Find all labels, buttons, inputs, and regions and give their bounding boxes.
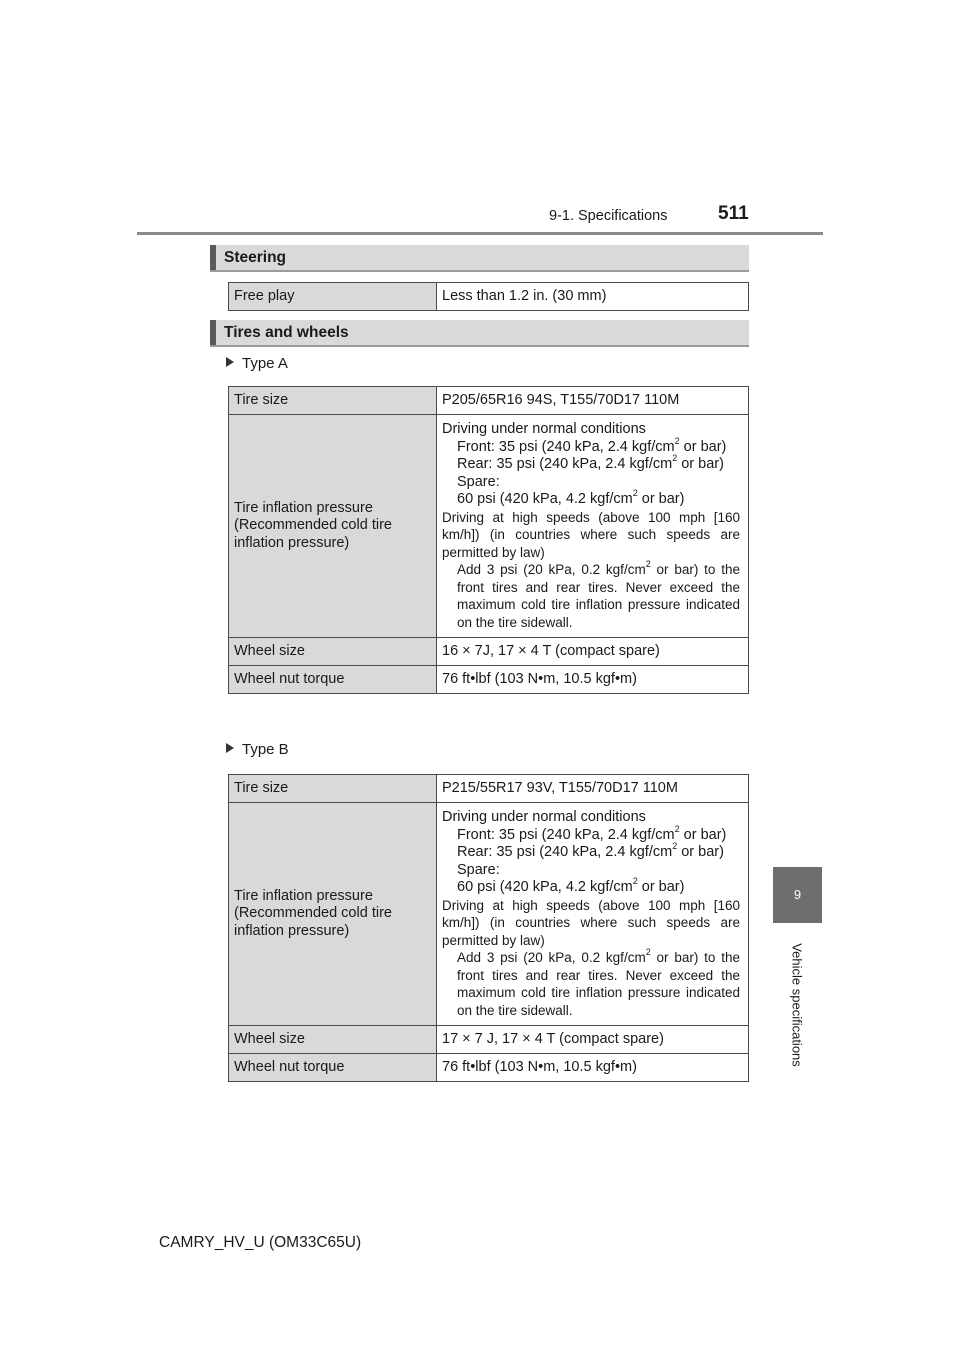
- type-b-text: Type B: [242, 741, 289, 758]
- high-speed-note: Add 3 psi (20 kPa, 0.2 kgf/$cm^2$ or bar) to the front tires and rear tires. Never exceed the maximum cold tire inflation pressure indicated on the tire sidewall.: [457, 947, 740, 1018]
- table-row: [229, 775, 749, 803]
- steering-table: [228, 282, 749, 311]
- nut-torque-label: Wheel nut torque: [229, 666, 437, 694]
- type-a-label: [226, 355, 288, 372]
- table-row: [229, 283, 749, 311]
- wheel-size-label: Wheel size: [229, 638, 437, 666]
- table-row: [229, 415, 749, 638]
- footer-code: CAMRY_HV_U (OM33C65U): [159, 1234, 362, 1251]
- high-speed-heading: Driving at high speeds (above 100 mph [160 km/h]) (in countries where such speeds are permitted by law): [442, 897, 740, 948]
- type-b-table: [228, 774, 749, 1082]
- front-pressure: Front: 35 psi (240 kPa, 2.4 kgf/$cm^2$ or bar): [457, 823, 727, 843]
- section-header: 9-1. Specifications: [549, 208, 668, 224]
- high-speed-heading: Driving at high speeds (above 100 mph [160 km/h]) (in countries where such speeds are permitted by law): [442, 509, 740, 560]
- page-number: 511: [718, 203, 749, 224]
- type-a-text: Type A: [242, 355, 288, 372]
- table-row: [229, 666, 749, 694]
- wheel-size-value: 17 × 7 J, 17 × 4 T (compact spare): [437, 1026, 749, 1054]
- table-row: [229, 1054, 749, 1082]
- wheel-size-value: 16 × 7J, 17 × 4 T (compact spare): [437, 638, 749, 666]
- chapter-label: Vehicle specifications: [789, 943, 805, 1067]
- chapter-tab: 9: [773, 867, 822, 923]
- spare-pressure: 60 psi (420 kPa, 4.2 kgf/$cm^2$ or bar): [457, 488, 685, 507]
- inflation-label: Tire inflation pressure (Recommended cold tire inflation pressure): [229, 415, 437, 638]
- rear-pressure: Rear: 35 psi (240 kPa, 2.4 kgf/$cm^2$ or bar): [457, 841, 724, 860]
- inflation-label: Tire inflation pressure (Recommended cold tire inflation pressure): [229, 803, 437, 1026]
- rear-pressure: Rear: 35 psi (240 kPa, 2.4 kgf/$cm^2$ or bar): [457, 453, 724, 472]
- inflation-value: [437, 415, 749, 638]
- tire-size-value: P215/55R17 93V, T155/70D17 110M: [437, 775, 749, 803]
- high-speed-note: Add 3 psi (20 kPa, 0.2 kgf/$cm^2$ or bar) to the front tires and rear tires. Never exceed the maximum cold tire inflation pressure indicated on the tire sidewall.: [457, 559, 740, 630]
- table-row: [229, 638, 749, 666]
- heading-marker: [210, 320, 216, 345]
- free-play-label: Free play: [229, 283, 437, 311]
- triangle-bullet-icon: [226, 357, 234, 367]
- free-play-value: Less than 1.2 in. (30 mm): [437, 283, 749, 311]
- table-row: [229, 1026, 749, 1054]
- steering-heading: Steering: [224, 249, 287, 266]
- table-row: [229, 803, 749, 1026]
- wheel-size-label: Wheel size: [229, 1026, 437, 1054]
- tire-size-value: P205/65R16 94S, T155/70D17 110M: [437, 387, 749, 415]
- front-pressure: Front: 35 psi (240 kPa, 2.4 kgf/$cm^2$ or bar): [457, 435, 727, 455]
- tire-size-label: Tire size: [229, 775, 437, 803]
- normal-heading: Driving under normal conditions: [442, 809, 646, 825]
- normal-heading: Driving under normal conditions: [442, 421, 646, 437]
- heading-marker: [210, 245, 216, 270]
- table-row: [229, 387, 749, 415]
- triangle-bullet-icon: [226, 743, 234, 753]
- spare-label: Spare:: [457, 473, 500, 490]
- tires-heading: Tires and wheels: [224, 324, 349, 341]
- type-a-table: [228, 386, 749, 694]
- inflation-value: [437, 803, 749, 1026]
- nut-torque-value: 76 ft•lbf (103 N•m, 10.5 kgf•m): [437, 666, 749, 694]
- spare-label: Spare:: [457, 861, 500, 878]
- tires-heading-bar: [210, 320, 749, 347]
- tire-size-label: Tire size: [229, 387, 437, 415]
- steering-heading-bar: [210, 245, 749, 272]
- spare-pressure: 60 psi (420 kPa, 4.2 kgf/$cm^2$ or bar): [457, 876, 685, 895]
- type-b-label: [226, 741, 289, 758]
- header-divider: [137, 232, 823, 235]
- nut-torque-label: Wheel nut torque: [229, 1054, 437, 1082]
- nut-torque-value: 76 ft•lbf (103 N•m, 10.5 kgf•m): [437, 1054, 749, 1082]
